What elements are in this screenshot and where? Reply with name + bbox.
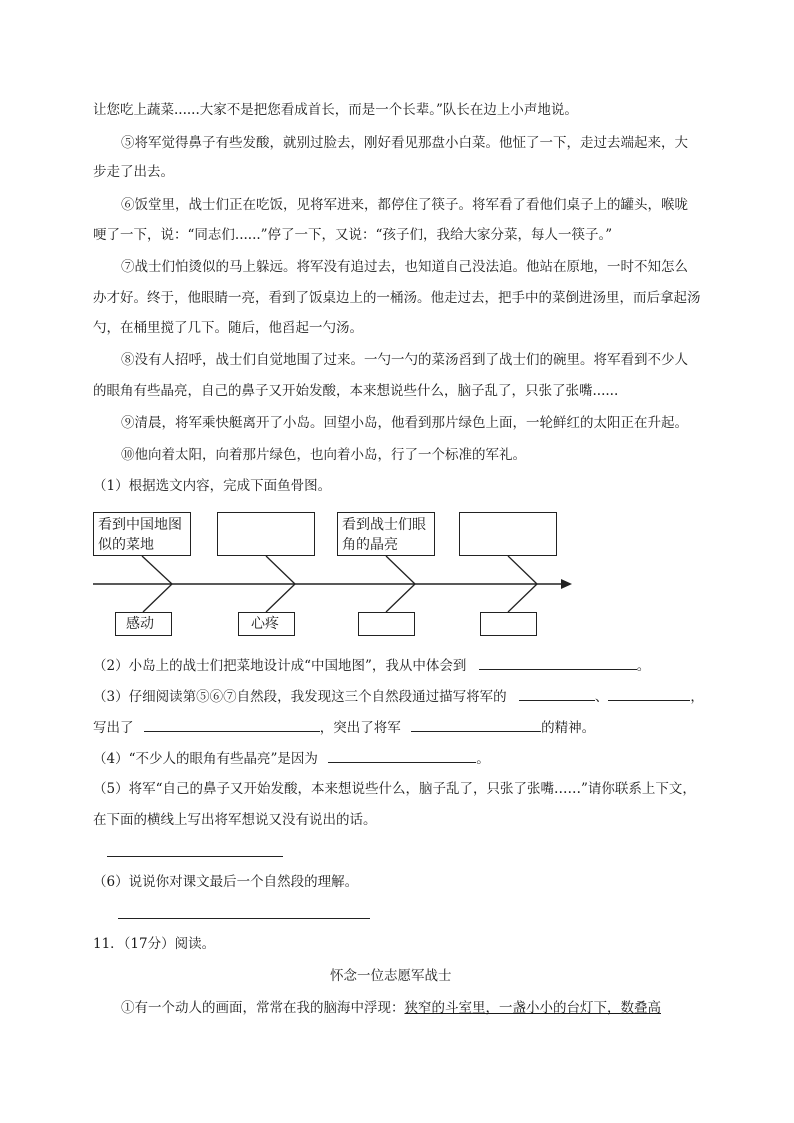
question-2-text: （2）小岛上的战士们把菜地设计成“中国地图”，我从中体会到 bbox=[93, 658, 467, 674]
question-2 bbox=[93, 655, 650, 676]
fishbone-bottom-box-3[interactable] bbox=[358, 612, 415, 636]
section-11-title: 怀念一位志愿军战士 bbox=[330, 968, 452, 984]
question-1: （1）根据选文内容，完成下面鱼骨图。 bbox=[93, 478, 332, 494]
question-3-separator: 、 bbox=[594, 689, 609, 705]
question-3 bbox=[93, 686, 704, 707]
question-3-line-2 bbox=[93, 717, 595, 738]
question-3-blank-2[interactable] bbox=[608, 686, 690, 701]
question-3-spirit: 的精神。 bbox=[541, 720, 596, 736]
paragraph-8-line-2: 的眼角有些晶亮，自己的鼻子又开始发酸，本来想说些什么，脑子乱了，只张了张嘴...... bbox=[93, 383, 619, 399]
fishbone-bottom-box-4[interactable] bbox=[480, 612, 537, 636]
fishbone-bone-top-3 bbox=[386, 556, 415, 584]
paragraph-5: ⑤将军觉得鼻子有些发酸，就别过脸去，刚好看见那盘小白菜。他怔了一下，走过去端起来，大 bbox=[121, 135, 688, 151]
question-6-answer-line[interactable] bbox=[118, 918, 370, 919]
fishbone-top-box-4[interactable] bbox=[459, 512, 557, 556]
question-3-comma: ， bbox=[690, 689, 704, 705]
paragraph-8: ⑧没有人招呼，战士们自觉地围了过来。一勺一勺的菜汤舀到了战士们的碗里。将军看到不少人 bbox=[121, 352, 688, 368]
fishbone-arrowhead bbox=[561, 579, 572, 589]
question-4-text: （4）“不少人的眼角有些晶亮”是因为 bbox=[93, 751, 318, 767]
question-3-blank-4[interactable] bbox=[411, 717, 541, 732]
question-5-answer-line[interactable] bbox=[107, 856, 283, 857]
section-11-paragraph-1 bbox=[121, 998, 661, 1018]
question-3-blank-3[interactable] bbox=[144, 717, 320, 732]
paragraph-7-line-3: 勺，在桶里搅了几下。随后，他舀起一勺汤。 bbox=[93, 320, 363, 336]
paragraph-10: ⑩他向着太阳，向着那片绿色，也向着小岛，行了一个标准的军礼。 bbox=[121, 447, 526, 463]
question-2-answer-blank[interactable] bbox=[479, 655, 637, 670]
question-4-end: 。 bbox=[476, 751, 490, 767]
fishbone-bone-bottom-3 bbox=[386, 584, 415, 612]
question-6: （6）说说你对课文最后一个自然段的理解。 bbox=[93, 874, 359, 890]
question-4 bbox=[93, 748, 490, 769]
question-3-blank-1[interactable] bbox=[519, 686, 595, 701]
question-2-end: 。 bbox=[636, 658, 651, 674]
paragraph-4-continuation: 让您吃上蔬菜......大家不是把您看成首长，而是一个长辈。”队长在边上小声地说。 bbox=[93, 102, 578, 118]
fishbone-top-box-1: 看到中国地图似的菜地 bbox=[93, 512, 191, 556]
paragraph-6: ⑥饭堂里，战士们正在吃饭，见将军进来，都停住了筷子。将军看了看他们桌子上的罐头，喉咙 bbox=[121, 197, 688, 213]
fishbone-top-box-3: 看到战士们眼角的晶亮 bbox=[337, 512, 435, 556]
fishbone-bone-top-1 bbox=[142, 556, 172, 584]
section-11-paragraph-1-text: ①有一个动人的画面，常常在我的脑海中浮现： bbox=[121, 1000, 405, 1016]
fishbone-bone-top-2 bbox=[266, 556, 295, 584]
fishbone-bone-top-4 bbox=[508, 556, 537, 584]
question-3-text: （3）仔细阅读第⑤⑥⑦自然段，我发现这三个自然段通过描写将军的 bbox=[93, 689, 507, 705]
paragraph-6-line-2: 哽了一下，说：“同志们......”停了一下，又说：“孩子们，我给大家分菜，每人一筷子。” bbox=[93, 227, 613, 243]
section-11-paragraph-1-underlined: 狭窄的斗室里，一盏小小的台灯下，数叠高 bbox=[404, 1000, 661, 1016]
question-5-line-2: 在下面的横线上写出将军想说又没有说出的话。 bbox=[93, 812, 377, 828]
fishbone-bone-bottom-1 bbox=[143, 584, 172, 612]
fishbone-top-box-2[interactable] bbox=[217, 512, 315, 556]
section-11-header: 11．（17分）阅读。 bbox=[93, 936, 216, 952]
paragraph-9: ⑨清晨，将军乘快艇离开了小岛。回望小岛，他看到那片绿色上面，一轮鲜红的太阳正在升起。 bbox=[121, 415, 688, 431]
paragraph-7-line-2: 办才好。终于，他眼睛一亮，看到了饭桌边上的一桶汤。他走过去，把手中的菜倒进汤里，而后拿起汤 bbox=[93, 290, 701, 306]
fishbone-bottom-box-2: 心疼 bbox=[238, 612, 295, 636]
fishbone-bone-bottom-2 bbox=[266, 584, 295, 612]
paragraph-5-line-2: 步走了出去。 bbox=[93, 164, 174, 180]
question-3-highlight: ，突出了将军 bbox=[319, 720, 401, 736]
question-3-wrote: 写出了 bbox=[93, 720, 134, 736]
fishbone-bottom-box-1: 感动 bbox=[115, 612, 172, 636]
paragraph-7: ⑦战士们怕烫似的马上躲远。将军没有追过去，也知道自己没法追。他站在原地，一时不知怎么 bbox=[121, 259, 688, 275]
question-4-answer-blank[interactable] bbox=[328, 748, 476, 763]
fishbone-bone-bottom-4 bbox=[508, 584, 537, 612]
question-5: （5）将军“自己的鼻子又开始发酸，本来想说些什么，脑子乱了，只张了张嘴……”请你联系上下文， bbox=[93, 781, 696, 797]
